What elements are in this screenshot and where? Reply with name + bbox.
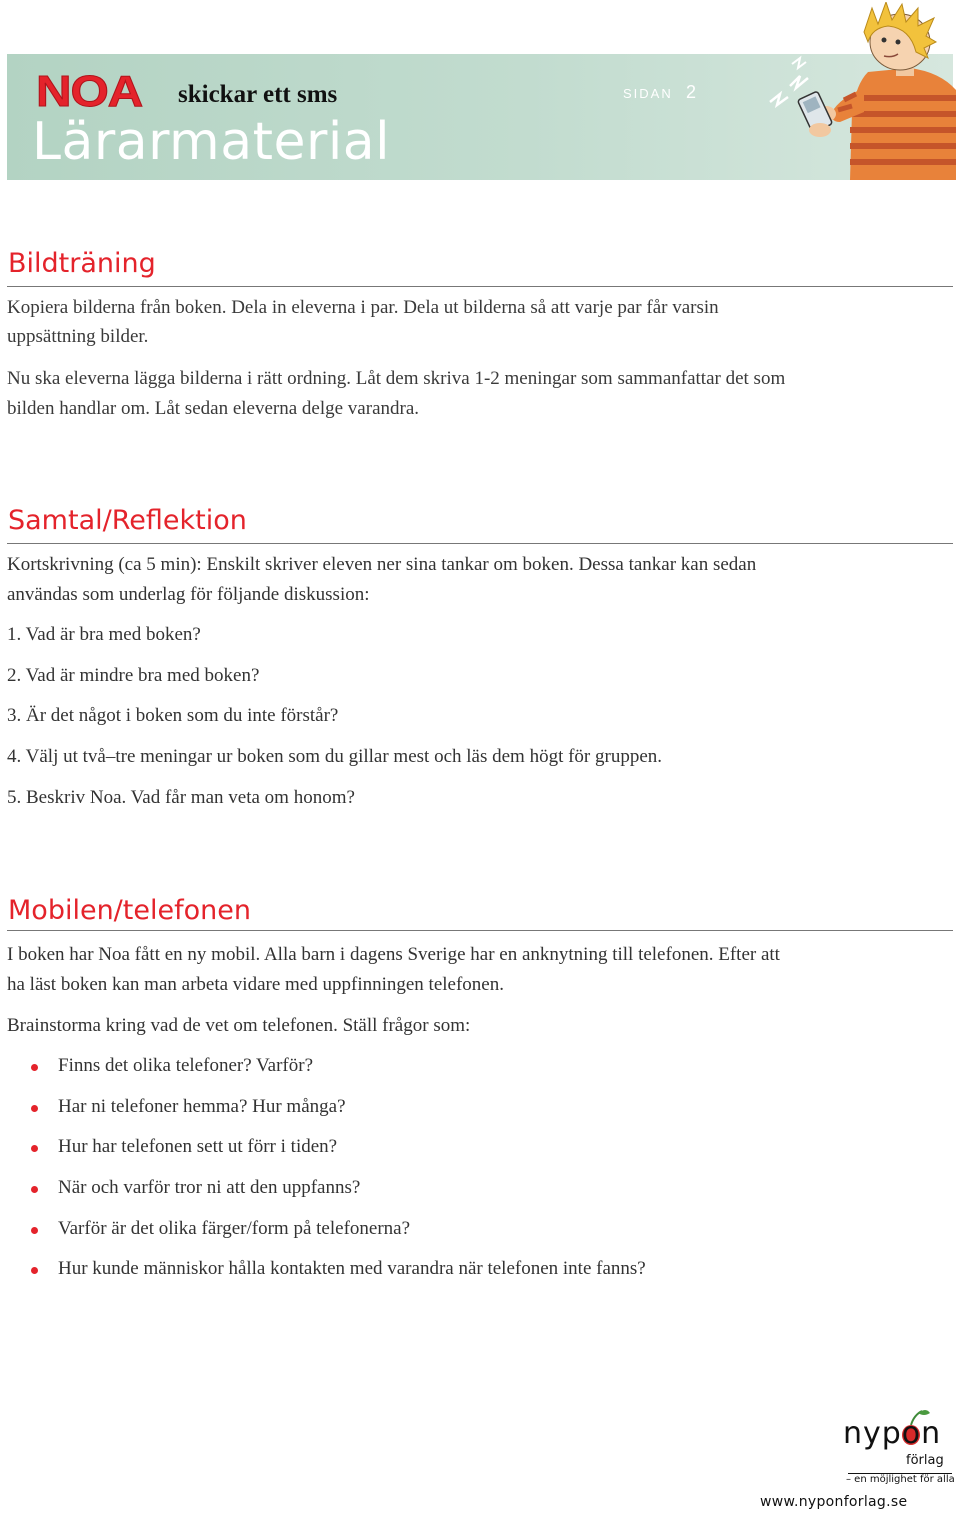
mobilen-paragraph-1-line-2: ha läst boken kan man arbeta vidare med uppfinningen telefonen. — [7, 974, 504, 995]
section-divider — [7, 930, 953, 931]
book-title: skickar ett sms — [178, 81, 338, 108]
question-item: 2. Vad är mindre bra med boken? — [7, 665, 260, 686]
noa-logo: NOA — [36, 67, 143, 116]
boy-with-phone-illustration-icon — [760, 2, 956, 180]
bullet-dot-icon — [31, 1145, 38, 1152]
question-item: 4. Välj ut två–tre meningar ur boken som du gillar mest och läs dem högt för gruppen. — [7, 746, 663, 767]
bullet-text: Hur kunde människor hålla kontakten med varandra när telefonen inte fanns? — [58, 1258, 646, 1279]
bullet-dot-icon — [31, 1267, 38, 1274]
bullet-dot-icon — [31, 1064, 38, 1071]
bullet-text: Finns det olika telefoner? Varför? — [58, 1055, 314, 1076]
section-divider — [7, 543, 953, 544]
bildtraning-paragraph-1-line-1: Kopiera bilderna från boken. Dela in eleverna i par. Dela ut bilderna så att varje par får varsin — [7, 297, 719, 318]
website-link[interactable]: www.nyponforlag.se — [760, 1494, 908, 1510]
page-label: SIDAN — [623, 86, 673, 101]
section-heading-samtal: Samtal/Reflektion — [8, 505, 247, 536]
section-heading-mobilen: Mobilen/telefonen — [8, 895, 251, 926]
nypon-brand-sub: förlag — [906, 1453, 944, 1468]
main-title: Lärarmaterial — [32, 112, 391, 172]
mobilen-paragraph-2: Brainstorma kring vad de vet om telefonen. Ställ frågor som: — [7, 1015, 471, 1036]
bullet-text: Har ni telefoner hemma? Hur många? — [58, 1096, 346, 1117]
question-item: 5. Beskriv Noa. Vad får man veta om honom? — [7, 787, 355, 808]
question-item: 3. Är det något i boken som du inte förstår? — [7, 705, 339, 726]
bullet-text: När och varför tror ni att den uppfanns? — [58, 1177, 361, 1198]
bildtraning-paragraph-2-line-1: Nu ska eleverna lägga bilderna i rätt ordning. Låt dem skriva 1-2 meningar som sammanfattar det som — [7, 368, 786, 389]
samtal-intro-line-2: användas som underlag för följande diskussion: — [7, 584, 370, 605]
bildtraning-paragraph-1-line-2: uppsättning bilder. — [7, 326, 149, 347]
section-heading-bildtraning: Bildträning — [8, 248, 156, 279]
bullet-dot-icon — [31, 1227, 38, 1234]
page-number: 2 — [686, 82, 697, 102]
bullet-text: Hur har telefonen sett ut förr i tiden? — [58, 1136, 338, 1157]
bullet-dot-icon — [31, 1105, 38, 1112]
nypon-slogan: – en möjlighet för alla — [846, 1474, 955, 1485]
bildtraning-paragraph-2-line-2: bilden handlar om. Låt sedan eleverna delge varandra. — [7, 398, 420, 419]
question-item: 1. Vad är bra med boken? — [7, 624, 201, 645]
section-divider — [7, 286, 953, 287]
mobilen-paragraph-1-line-1: I boken har Noa fått en ny mobil. Alla barn i dagens Sverige har en anknytning till telefonen. Efter att — [7, 944, 780, 965]
samtal-intro-line-1: Kortskrivning (ca 5 min): Enskilt skriver eleven ner sina tankar om boken. Dessa tankar kan sedan — [7, 554, 757, 575]
bullet-text: Varför är det olika färger/form på telefonerna? — [58, 1218, 411, 1239]
bullet-dot-icon — [31, 1186, 38, 1193]
nypon-brand: nypon — [843, 1416, 942, 1451]
